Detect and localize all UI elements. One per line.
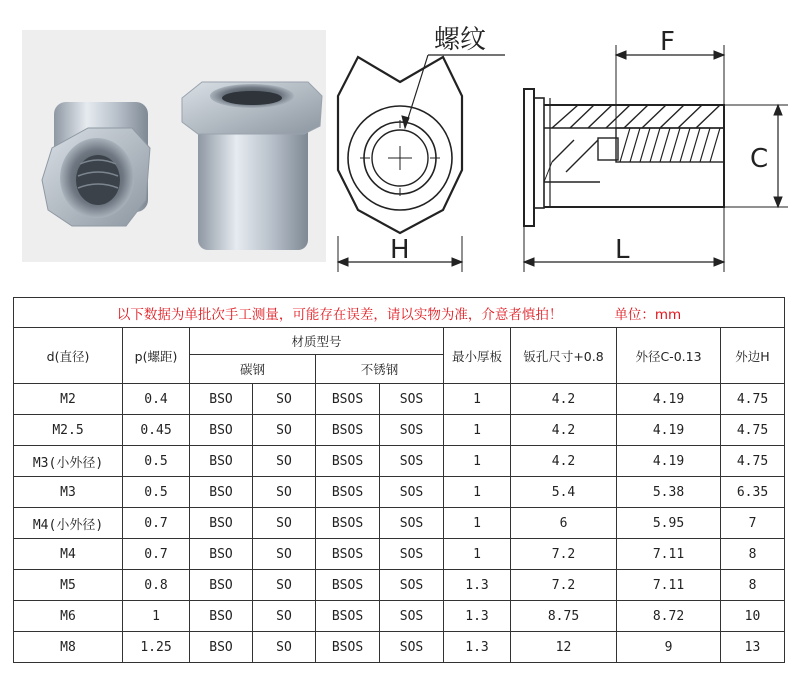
table-cell: M4(小外径) xyxy=(14,508,123,539)
notice-text: 以下数据为单批次手工测量，可能存在误差，请以实物为准，介意者慎拍！ xyxy=(116,306,563,323)
dim-C-label: C xyxy=(750,144,769,174)
table-cell: BSOS xyxy=(316,446,380,477)
table-cell: 8.72 xyxy=(617,601,721,632)
table-cell: BSO xyxy=(190,446,253,477)
table-cell: SO xyxy=(253,601,316,632)
table-cell: 1 xyxy=(444,446,511,477)
table-cell: BSO xyxy=(190,508,253,539)
table-cell: SOS xyxy=(380,477,444,508)
table-cell: SO xyxy=(253,570,316,601)
table-row xyxy=(14,632,785,663)
header-p: p(螺距) xyxy=(123,328,190,384)
dim-L-label: L xyxy=(615,235,630,265)
table-cell: SOS xyxy=(380,508,444,539)
table-cell: M6 xyxy=(14,601,123,632)
table-row xyxy=(14,508,785,539)
side-section-view xyxy=(524,45,788,272)
tall-standoff xyxy=(182,82,322,250)
header-min-thickness: 最小厚板 xyxy=(444,328,511,384)
table-cell: 4.75 xyxy=(721,415,785,446)
table-row xyxy=(14,384,785,415)
thread-label: 螺纹 xyxy=(434,25,487,55)
notice-row xyxy=(14,298,785,328)
table-cell: 0.7 xyxy=(123,539,190,570)
table-cell: 6.35 xyxy=(721,477,785,508)
table-cell: SO xyxy=(253,477,316,508)
table-cell: M3(小外径) xyxy=(14,446,123,477)
table-cell: SOS xyxy=(380,446,444,477)
table-cell: M3 xyxy=(14,477,123,508)
table-cell: BSO xyxy=(190,570,253,601)
table-cell: 1.3 xyxy=(444,601,511,632)
hex-end-view xyxy=(338,55,505,272)
table-cell: BSO xyxy=(190,384,253,415)
table-cell: BSOS xyxy=(316,508,380,539)
table-cell: BSO xyxy=(190,477,253,508)
table-cell: 1 xyxy=(123,601,190,632)
table-cell: M4 xyxy=(14,539,123,570)
table-cell: 8 xyxy=(721,570,785,601)
unit-text: 单位：mm xyxy=(614,306,682,323)
table-cell: 4.19 xyxy=(617,415,721,446)
short-standoff xyxy=(42,102,150,226)
table-cell: SOS xyxy=(380,632,444,663)
table-cell: 9 xyxy=(617,632,721,663)
table-cell: BSOS xyxy=(316,539,380,570)
technical-drawing xyxy=(330,10,800,282)
table-cell: 7 xyxy=(721,508,785,539)
table-cell: BSOS xyxy=(316,601,380,632)
table-cell: BSO xyxy=(190,539,253,570)
table-cell: 7.2 xyxy=(511,539,617,570)
table-cell: 1 xyxy=(444,384,511,415)
table-row xyxy=(14,570,785,601)
table-cell: 1 xyxy=(444,415,511,446)
header-carbon-steel: 碳钢 xyxy=(190,355,316,384)
table-cell: 6 xyxy=(511,508,617,539)
table-cell: 0.45 xyxy=(123,415,190,446)
table-cell: 1 xyxy=(444,477,511,508)
table-cell: 4.2 xyxy=(511,446,617,477)
table-cell: SOS xyxy=(380,570,444,601)
table-cell: SO xyxy=(253,508,316,539)
table-cell: 10 xyxy=(721,601,785,632)
table-cell: 4.2 xyxy=(511,415,617,446)
table-row xyxy=(14,477,785,508)
table-cell: 1 xyxy=(444,508,511,539)
table-cell: SO xyxy=(253,632,316,663)
table-cell: 0.8 xyxy=(123,570,190,601)
table-cell: 8 xyxy=(721,539,785,570)
table-cell: M8 xyxy=(14,632,123,663)
table-cell: BSO xyxy=(190,601,253,632)
table-row xyxy=(14,539,785,570)
table-cell: 1.3 xyxy=(444,632,511,663)
notice-cell xyxy=(14,298,785,328)
table-cell: 0.5 xyxy=(123,446,190,477)
table-cell: SOS xyxy=(380,601,444,632)
table-cell: 4.19 xyxy=(617,446,721,477)
table-cell: SO xyxy=(253,539,316,570)
table-cell: 4.19 xyxy=(617,384,721,415)
header-hole-size: 钣孔尺寸+0.8 xyxy=(511,328,617,384)
dim-H-label: H xyxy=(390,235,410,265)
table-cell: 8.75 xyxy=(511,601,617,632)
table-cell: 5.95 xyxy=(617,508,721,539)
table-cell: 0.5 xyxy=(123,477,190,508)
header-stainless-steel: 不锈钢 xyxy=(316,355,444,384)
table-cell: 1 xyxy=(444,539,511,570)
header-row xyxy=(14,328,785,355)
table-cell: 1.3 xyxy=(444,570,511,601)
product-photo xyxy=(22,30,326,262)
header-outer-diameter: 外径C-0.13 xyxy=(617,328,721,384)
table-cell: 13 xyxy=(721,632,785,663)
table-cell: 7.2 xyxy=(511,570,617,601)
spec-table xyxy=(13,297,785,663)
header-outer-edge: 外边H xyxy=(721,328,785,384)
table-cell: SO xyxy=(253,446,316,477)
table-cell: BSO xyxy=(190,415,253,446)
table-cell: BSOS xyxy=(316,415,380,446)
table-cell: 5.38 xyxy=(617,477,721,508)
table-cell: M2.5 xyxy=(14,415,123,446)
table-cell: 4.75 xyxy=(721,384,785,415)
table-cell: BSOS xyxy=(316,384,380,415)
table-cell: SO xyxy=(253,384,316,415)
table-cell: M2 xyxy=(14,384,123,415)
table-cell: 5.4 xyxy=(511,477,617,508)
table-cell: 4.75 xyxy=(721,446,785,477)
header-material: 材质型号 xyxy=(190,328,444,355)
table-cell: 4.2 xyxy=(511,384,617,415)
table-row xyxy=(14,415,785,446)
table-cell: BSOS xyxy=(316,632,380,663)
table-cell: BSOS xyxy=(316,477,380,508)
table-cell: SOS xyxy=(380,415,444,446)
table-cell: SO xyxy=(253,415,316,446)
table-cell: SOS xyxy=(380,384,444,415)
table-cell: BSO xyxy=(190,632,253,663)
table-cell: 0.4 xyxy=(123,384,190,415)
table-cell: 7.11 xyxy=(617,539,721,570)
table-cell: M5 xyxy=(14,570,123,601)
table-cell: 0.7 xyxy=(123,508,190,539)
table-row xyxy=(14,601,785,632)
table-row xyxy=(14,446,785,477)
header-d: d(直径) xyxy=(14,328,123,384)
table-cell: 1.25 xyxy=(123,632,190,663)
table-cell: 12 xyxy=(511,632,617,663)
table-cell: BSOS xyxy=(316,570,380,601)
table-cell: 7.11 xyxy=(617,570,721,601)
table-cell: SOS xyxy=(380,539,444,570)
dim-F-label: F xyxy=(660,27,675,57)
